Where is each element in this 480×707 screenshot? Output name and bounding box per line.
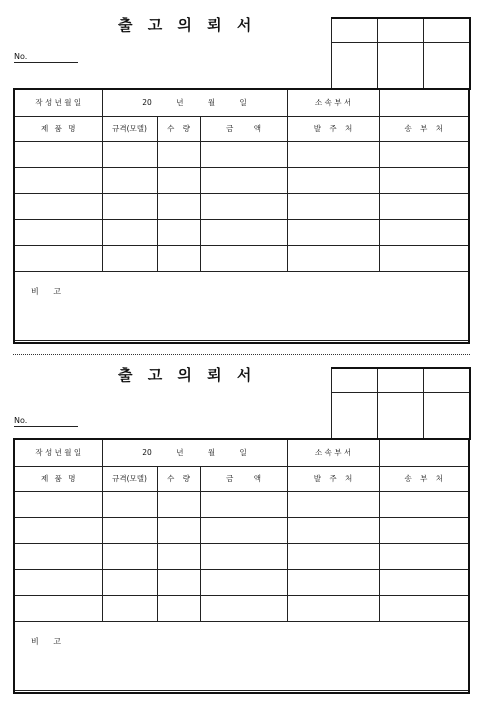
table-row: [15, 491, 468, 517]
recipient-cell[interactable]: [379, 517, 468, 543]
orderer-cell[interactable]: [287, 491, 379, 517]
spec-model-cell[interactable]: [102, 141, 157, 167]
approval-sign-cell[interactable]: [424, 42, 470, 89]
header-row: [15, 116, 468, 141]
orderer-cell[interactable]: [287, 245, 379, 271]
quantity-cell[interactable]: [157, 491, 200, 517]
amount-cell[interactable]: [200, 569, 287, 595]
quantity-cell[interactable]: [157, 219, 200, 245]
remarks-row: [15, 621, 468, 690]
remarks-label: 비 고: [31, 636, 67, 646]
approval-sign-cell[interactable]: [332, 42, 378, 89]
recipient-cell[interactable]: [379, 245, 468, 271]
quantity-cell[interactable]: [157, 517, 200, 543]
amount-cell[interactable]: [200, 193, 287, 219]
approval-title-cell[interactable]: [332, 368, 378, 392]
amount-cell[interactable]: [200, 245, 287, 271]
header-recipient: 송 부 처: [379, 466, 468, 491]
form-title: 출 고 의 뢰 서: [118, 16, 257, 34]
spec-model-cell[interactable]: [102, 491, 157, 517]
date-label: 작 성 년 월 일: [15, 440, 102, 466]
request-table: [13, 88, 470, 344]
header-quantity: 수 량: [157, 466, 200, 491]
spec-model-cell[interactable]: [102, 245, 157, 271]
orderer-cell[interactable]: [287, 167, 379, 193]
date-row: [15, 440, 468, 466]
date-row: [15, 90, 468, 116]
remarks-field[interactable]: [15, 271, 468, 340]
remarks-field[interactable]: [15, 621, 468, 690]
orderer-cell[interactable]: [287, 141, 379, 167]
table-row: [15, 245, 468, 271]
approval-sign-cell[interactable]: [332, 392, 378, 439]
header-amount: 금 액: [200, 116, 287, 141]
recipient-cell[interactable]: [379, 141, 468, 167]
product-name-cell[interactable]: [15, 141, 102, 167]
product-name-cell[interactable]: [15, 491, 102, 517]
header-orderer: 발 주 처: [287, 116, 379, 141]
table-row: [15, 569, 468, 595]
recipient-cell[interactable]: [379, 595, 468, 621]
product-name-cell[interactable]: [15, 569, 102, 595]
department-label: 소 속 부 서: [287, 90, 379, 116]
date-field[interactable]: 20 년 월 일: [102, 440, 287, 466]
spec-model-cell[interactable]: [102, 569, 157, 595]
header-spec-model: 규격(모델): [102, 116, 157, 141]
amount-cell[interactable]: [200, 595, 287, 621]
quantity-cell[interactable]: [157, 141, 200, 167]
quantity-cell[interactable]: [157, 595, 200, 621]
table-row: [15, 141, 468, 167]
orderer-cell[interactable]: [287, 595, 379, 621]
amount-cell[interactable]: [200, 517, 287, 543]
date-field[interactable]: 20 년 월 일: [102, 90, 287, 116]
quantity-cell[interactable]: [157, 245, 200, 271]
orderer-cell[interactable]: [287, 543, 379, 569]
amount-cell[interactable]: [200, 219, 287, 245]
amount-cell[interactable]: [200, 141, 287, 167]
department-label: 소 속 부 서: [287, 440, 379, 466]
cut-line-divider: [13, 354, 470, 355]
recipient-cell[interactable]: [379, 569, 468, 595]
approval-title-cell[interactable]: [378, 18, 424, 42]
table-row: [15, 193, 468, 219]
approval-sign-cell[interactable]: [424, 392, 470, 439]
quantity-cell[interactable]: [157, 569, 200, 595]
remarks-label: 비 고: [31, 286, 67, 296]
product-name-cell[interactable]: [15, 193, 102, 219]
quantity-cell[interactable]: [157, 193, 200, 219]
department-field[interactable]: [379, 90, 468, 116]
amount-cell[interactable]: [200, 543, 287, 569]
header-orderer: 발 주 처: [287, 466, 379, 491]
approval-title-cell[interactable]: [332, 18, 378, 42]
document-number-field[interactable]: No.: [14, 52, 78, 63]
approval-title-cell[interactable]: [424, 18, 470, 42]
quantity-cell[interactable]: [157, 167, 200, 193]
document-number-field[interactable]: No.: [14, 416, 78, 427]
approval-title-cell[interactable]: [424, 368, 470, 392]
recipient-cell[interactable]: [379, 491, 468, 517]
recipient-cell[interactable]: [379, 219, 468, 245]
header-product-name: 제 품 명: [15, 116, 102, 141]
spec-model-cell[interactable]: [102, 595, 157, 621]
department-field[interactable]: [379, 440, 468, 466]
table-row: [15, 595, 468, 621]
header-product-name: 제 품 명: [15, 466, 102, 491]
spec-model-cell[interactable]: [102, 193, 157, 219]
table-row: [15, 219, 468, 245]
amount-cell[interactable]: [200, 167, 287, 193]
remarks-row: [15, 271, 468, 340]
header-quantity: 수 량: [157, 116, 200, 141]
header-amount: 금 액: [200, 466, 287, 491]
form-title: 출 고 의 뢰 서: [118, 366, 257, 384]
product-name-cell[interactable]: [15, 219, 102, 245]
header-row: [15, 466, 468, 491]
product-name-cell[interactable]: [15, 517, 102, 543]
spec-model-cell[interactable]: [102, 517, 157, 543]
request-table: [13, 438, 470, 694]
approval-box: [331, 367, 471, 440]
product-name-cell[interactable]: [15, 245, 102, 271]
header-recipient: 송 부 처: [379, 116, 468, 141]
table-row: [15, 517, 468, 543]
spec-model-cell[interactable]: [102, 167, 157, 193]
product-name-cell[interactable]: [15, 167, 102, 193]
approval-title-cell[interactable]: [378, 368, 424, 392]
product-name-cell[interactable]: [15, 543, 102, 569]
approval-box: [331, 17, 471, 90]
date-label: 작 성 년 월 일: [15, 90, 102, 116]
quantity-cell[interactable]: [157, 543, 200, 569]
table-row: [15, 543, 468, 569]
spec-model-cell[interactable]: [102, 219, 157, 245]
spec-model-cell[interactable]: [102, 543, 157, 569]
header-spec-model: 규격(모델): [102, 466, 157, 491]
orderer-cell[interactable]: [287, 219, 379, 245]
recipient-cell[interactable]: [379, 193, 468, 219]
product-name-cell[interactable]: [15, 595, 102, 621]
orderer-cell[interactable]: [287, 569, 379, 595]
approval-sign-cell[interactable]: [378, 42, 424, 89]
approval-sign-cell[interactable]: [378, 392, 424, 439]
orderer-cell[interactable]: [287, 517, 379, 543]
orderer-cell[interactable]: [287, 193, 379, 219]
amount-cell[interactable]: [200, 491, 287, 517]
table-row: [15, 167, 468, 193]
recipient-cell[interactable]: [379, 543, 468, 569]
recipient-cell[interactable]: [379, 167, 468, 193]
